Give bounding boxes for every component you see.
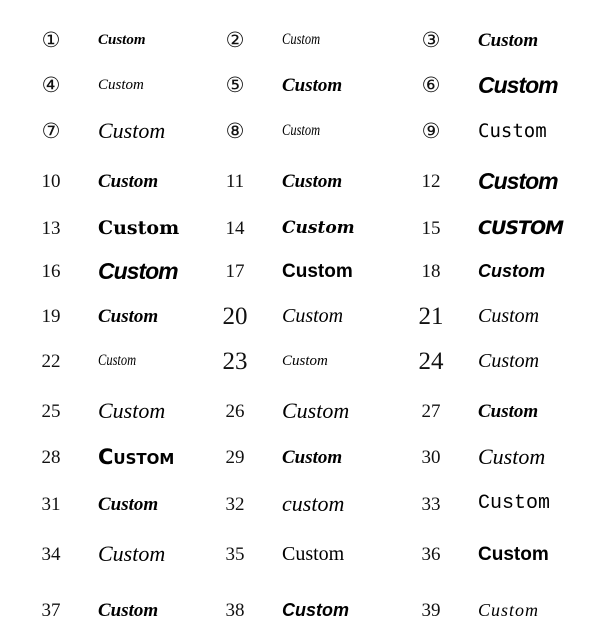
- font-sample-cell: [38, 20, 213, 60]
- font-sample-cell: [222, 534, 397, 574]
- font-number-label: 16: [41, 260, 61, 282]
- font-number-label: 12: [421, 170, 441, 192]
- font-sample-cell: [418, 111, 593, 151]
- font-sample-cell: [418, 484, 593, 524]
- font-number-label: 29: [225, 446, 245, 468]
- font-sample-cell: [418, 296, 593, 336]
- font-sample-text: Custom: [282, 305, 344, 327]
- font-sample-cell: [222, 161, 397, 201]
- font-sample-text: Custom: [282, 217, 355, 238]
- font-sample-text: Custom: [282, 74, 343, 96]
- font-sample-cell: [222, 208, 397, 248]
- font-sample-cell: [38, 391, 213, 431]
- font-number-label: 26: [225, 400, 245, 422]
- font-sample-text: custom: [282, 491, 345, 516]
- font-sample-cell: [222, 65, 397, 105]
- font-sample-text: Custom: [282, 446, 343, 468]
- font-number-label: 31: [41, 493, 61, 515]
- font-sample-cell: [38, 296, 213, 336]
- font-sample-cell: [38, 161, 213, 201]
- font-number-label: 39: [421, 599, 441, 621]
- font-sample-cell: [222, 484, 397, 524]
- font-number-label: ⑨: [421, 118, 441, 143]
- font-sample-text: Custom: [98, 76, 144, 93]
- font-sample-cell: [222, 251, 397, 291]
- font-number-label: 17: [225, 260, 245, 282]
- font-sample-cell: [38, 341, 213, 381]
- font-sample-text: Custom: [478, 29, 539, 51]
- font-number-label: 20: [222, 302, 248, 330]
- font-number-label: ①: [41, 27, 61, 52]
- font-sample-cell: [38, 437, 213, 477]
- font-number-label: 25: [41, 400, 61, 422]
- font-number-label: 18: [421, 260, 441, 282]
- font-number-label: 28: [41, 446, 61, 468]
- font-number-label: 21: [418, 302, 444, 330]
- font-number-label: ③: [421, 27, 441, 52]
- font-sample-text: Custom: [478, 261, 545, 281]
- font-sample-text: Custom: [98, 170, 159, 192]
- font-number-label: ⑧: [225, 118, 245, 143]
- font-number-label: 10: [41, 170, 61, 192]
- font-number-label: 14: [225, 217, 245, 239]
- font-number-label: 37: [41, 599, 61, 621]
- font-sample-text: Custom: [478, 305, 540, 327]
- font-sample-text: Custom: [478, 400, 539, 422]
- font-number-label: ⑤: [225, 72, 245, 97]
- font-sample-cell: [222, 437, 397, 477]
- font-number-label: 38: [225, 599, 245, 621]
- font-sample-text: Custom: [478, 119, 547, 142]
- font-sample-text: Custom: [478, 600, 540, 620]
- font-sample-text: Custom: [98, 216, 180, 239]
- font-sample-text: Custom: [282, 543, 345, 565]
- font-sample-cell: [418, 534, 593, 574]
- font-sample-cell: [418, 437, 593, 477]
- font-sample-text: Custom: [98, 599, 159, 621]
- font-sample-text: Custom: [478, 543, 549, 565]
- font-number-label: 27: [421, 400, 441, 422]
- font-sample-cell: [222, 20, 397, 60]
- font-number-label: 11: [225, 170, 245, 192]
- font-number-label: ②: [225, 27, 245, 52]
- font-sample-text: Custom: [98, 493, 159, 515]
- font-number-label: 30: [421, 446, 441, 468]
- font-sample-cell: [38, 111, 213, 151]
- font-sample-text: Custom: [478, 167, 558, 194]
- font-sample-cell: [38, 65, 213, 105]
- font-sample-cell: [418, 20, 593, 60]
- font-number-label: 33: [421, 493, 441, 515]
- font-number-label: 35: [225, 543, 245, 565]
- font-sample-cell: [38, 208, 213, 248]
- font-sample-cell: [418, 590, 593, 630]
- font-sample-cell: [418, 208, 593, 248]
- font-sample-text: CUSTOM: [478, 216, 564, 239]
- font-sample-text: Custom: [282, 398, 350, 423]
- font-sample-text: Custom: [98, 398, 166, 423]
- font-number-label: 22: [41, 350, 61, 372]
- font-sample-cell: [222, 296, 397, 336]
- font-sample-cell: [222, 341, 397, 381]
- font-number-label: 34: [41, 543, 61, 565]
- font-number-label: 13: [41, 217, 61, 239]
- font-sample-cell: [38, 534, 213, 574]
- font-number-label: 24: [418, 347, 444, 375]
- font-sample-text: Custom: [478, 492, 551, 515]
- font-sample-text: Custom: [478, 71, 558, 98]
- font-sample-cell: [418, 65, 593, 105]
- font-number-label: 15: [421, 217, 441, 239]
- font-number-label: ⑦: [41, 118, 61, 143]
- font-sample-cell: [38, 251, 213, 291]
- font-number-label: 19: [41, 305, 61, 327]
- font-sample-text: Custom: [282, 600, 349, 620]
- font-number-label: 36: [421, 543, 441, 565]
- font-number-label: ④: [41, 72, 61, 97]
- font-sample-cell: [222, 590, 397, 630]
- font-sample-text: Custom: [98, 31, 146, 48]
- font-sample-text: Custom: [478, 444, 546, 469]
- font-sample-text: Custom: [282, 122, 321, 139]
- font-sample-text: Custom: [478, 350, 540, 372]
- font-number-label: 32: [225, 493, 245, 515]
- font-sample-cell: [418, 341, 593, 381]
- font-sample-cell: [418, 391, 593, 431]
- font-sample-text: Custom: [282, 31, 321, 48]
- font-sample-cell: [38, 484, 213, 524]
- font-sample-cell: [418, 251, 593, 291]
- font-sample-text: Custom: [282, 260, 353, 282]
- font-sample-text: Custom: [98, 444, 175, 469]
- font-sample-text: Custom: [98, 305, 159, 327]
- font-sample-text: Custom: [282, 170, 343, 192]
- font-sample-text: Custom: [98, 257, 178, 284]
- font-sample-text: Custom: [98, 118, 166, 143]
- font-sample-cell: [38, 590, 213, 630]
- font-sample-cell: [222, 111, 397, 151]
- font-sample-cell: [418, 161, 593, 201]
- font-sample-text: Custom: [98, 541, 166, 566]
- font-number-label: ⑥: [421, 72, 441, 97]
- font-sample-text: Custom: [282, 352, 328, 369]
- font-sample-text: Custom: [98, 352, 137, 369]
- font-sample-cell: [222, 391, 397, 431]
- font-number-label: 23: [222, 347, 248, 375]
